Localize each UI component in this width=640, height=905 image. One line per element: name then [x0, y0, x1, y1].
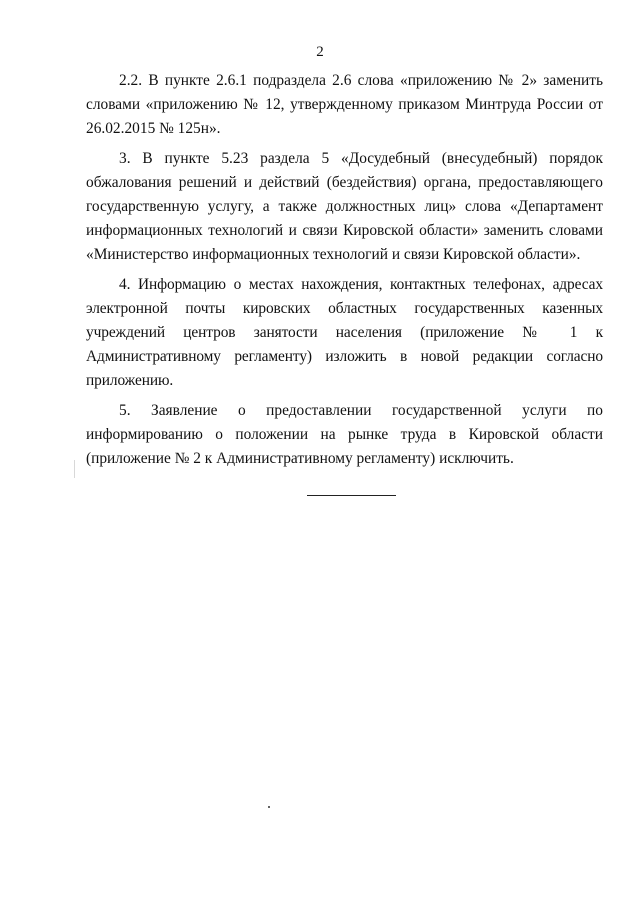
paragraph-3: 3. В пункте 5.23 раздела 5 «Досудебный (внесудебный) порядок обжалования решений и действий (бездействия) органа, предоставляющего государственную услугу, а также должностных лиц» слова «Департамент информационных технологий и связи Кировской области» заменить словами «Министерство информационных технологий и связи Кировской области».	[86, 149, 603, 264]
page-number: 2	[316, 44, 324, 60]
scan-speck	[268, 806, 270, 808]
paragraph-2-2: 2.2. В пункте 2.6.1 подраздела 2.6 слова «приложению № 2» заменить словами «приложению № 12, утвержденному приказом Минтруда России от 26.02.2015 № 125н».	[86, 72, 603, 138]
scan-edge-mark	[74, 460, 75, 478]
paragraph-4: 4. Информацию о местах нахождения, контактных телефонах, адресах электронной почты кировских областных государственных казенных учреждений центров занятости населения (приложение № 1 к Административному регламенту) изложить в новой редакции согласно приложению.	[86, 275, 603, 390]
paragraph-5: 5. Заявление о предоставлении государственной услуги по информированию о положении на рынке труда в Кировской области (приложение № 2 к Административному регламенту) исключить.	[86, 401, 603, 468]
end-of-text-rule	[307, 495, 396, 496]
document-body	[86, 69, 603, 476]
